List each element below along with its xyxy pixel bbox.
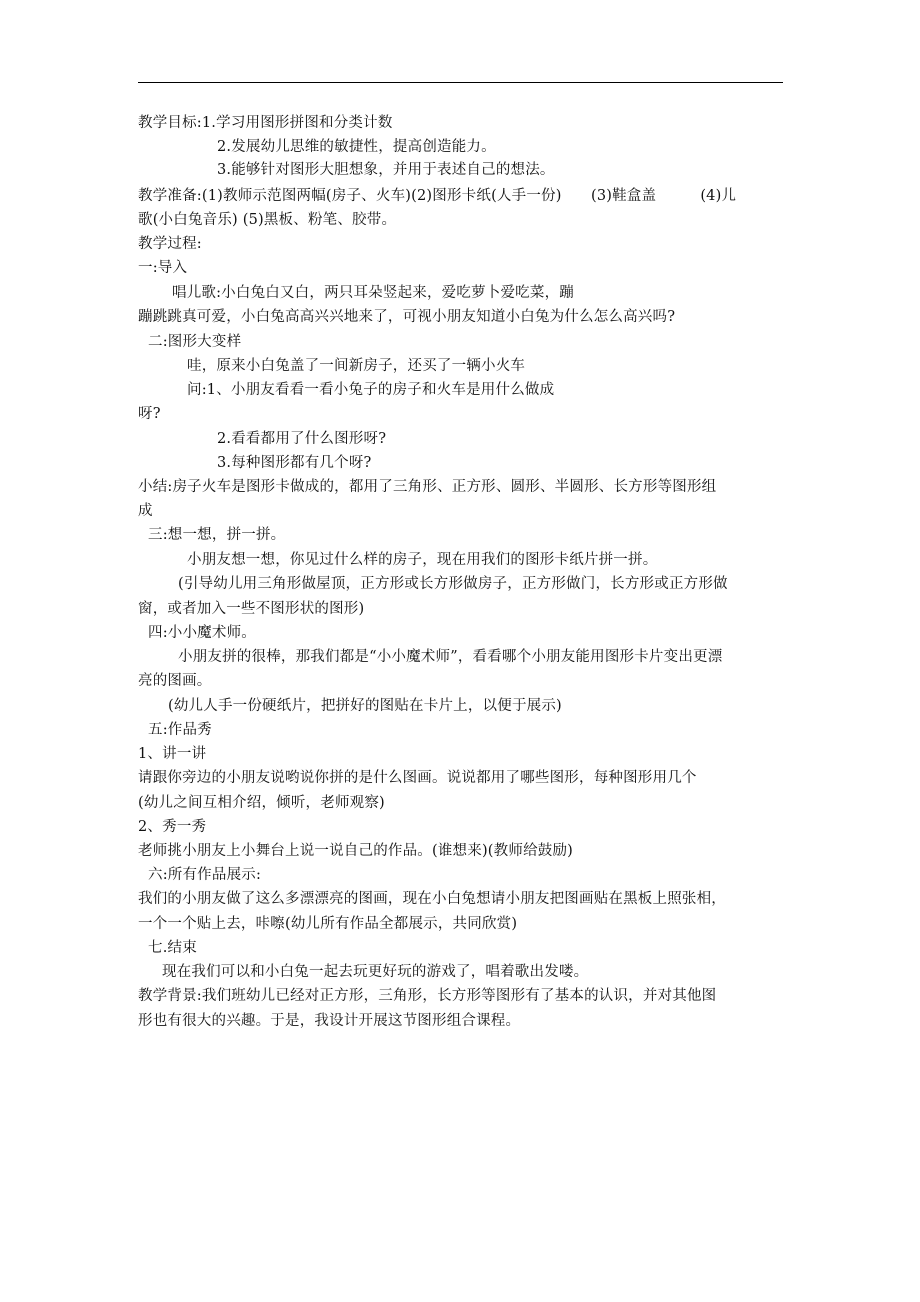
text-line: 问:1、小朋友看看一看小兔子的房子和火车是用什么做成 [187,382,555,398]
subsection-heading: 1、讲一讲 [138,746,207,762]
text-line: (幼儿之间互相介绍，倾听，老师观察) [138,795,385,811]
text-line: 成 [138,503,153,519]
text-line: 呀? [138,406,161,422]
section-heading: 二:图形大变样 [148,334,242,350]
text-line: 现在我们可以和小白兔一起去玩更好玩的游戏了，唱着歌出发喽。 [162,964,589,980]
text-line: 哇，原来小白兔盖了一间新房子，还买了一辆小火车 [187,358,526,374]
text-line: 窗，或者加入一些不图形状的图形) [138,601,365,617]
text-line: (幼儿人手一份硬纸片，把拼好的图贴在卡片上，以便于展示) [168,698,562,714]
text-line: 教学目标:1.学习用图形拼图和分类计数 [138,115,393,131]
text-line: 教学背景:我们班幼儿已经对正方形，三角形，长方形等图形有了基本的认识，并对其他图 [138,988,717,1004]
subsection-heading: 2、秀一秀 [138,819,207,835]
text-line: 唱儿歌:小白兔白又白，两只耳朵竖起来，爱吃萝卜爱吃菜，蹦 [172,285,574,301]
text-line: 蹦跳跳真可爱，小白兔高高兴兴地来了，可视小朋友知道小白兔为什么怎么高兴吗? [138,309,676,325]
section-heading: 五:作品秀 [148,722,212,738]
text-line: 老师挑小朋友上小舞台上说一说自己的作品。(谁想来)(教师给鼓励) [138,843,574,859]
header-rule [138,82,783,83]
section-heading: 七.结束 [148,940,197,956]
text-line: 2.看看都用了什么图形呀? [217,431,387,447]
text-line: 教学过程: [138,236,202,252]
text-line: 小朋友想一想，你见过什么样的房子，现在用我们的图形卡纸片拼一拼。 [187,552,658,568]
section-heading: 三:想一想，拼一拼。 [148,527,286,543]
text-line: (引导幼儿用三角形做屋顶，正方形或长方形做房子，正方形做门，长方形或正方形做 [178,576,728,592]
text-line: 我们的小朋友做了这么多漂漂亮的图画，现在小白兔想请小朋友把图画贴在黑板上照张相， [138,891,726,907]
text-line: 3.能够针对图形大胆想象，并用于表述自己的想法。 [217,162,555,178]
text-line: 请跟你旁边的小朋友说哟说你拼的是什么图画。说说都用了哪些图形，每种图形用几个 [138,770,697,786]
text-line: 教学准备:(1)教师示范图两幅(房子、火车)(2)图形卡纸(人手一份) (3)鞋盒盖 (4)儿 [138,188,737,204]
text-line: 歌(小白兔音乐) (5)黑板、粉笔、胶带。 [138,212,397,228]
section-heading: 六:所有作品展示: [148,867,262,883]
text-line: 3.每种图形都有几个呀? [217,455,372,471]
section-heading: 四:小小魔术师。 [148,625,256,641]
text-line: 一个一个贴上去，咔嚓(幼儿所有作品全都展示，共同欣赏) [138,916,518,932]
section-heading: 一:导入 [138,260,188,276]
text-line: 小结:房子火车是图形卡做成的，都用了三角形、正方形、圆形、半圆形、长方形等图形组 [138,479,717,495]
text-line: 形也有很大的兴趣。于是，我设计开展这节图形组合课程。 [138,1013,521,1029]
text-line: 亮的图画。 [138,673,212,689]
text-line: 2.发展幼儿思维的敏捷性，提高创造能力。 [217,139,496,155]
text-line: 小朋友拼的很棒，那我们都是“小小魔术师”，看看哪个小朋友能用图形卡片变出更漂 [178,649,723,665]
